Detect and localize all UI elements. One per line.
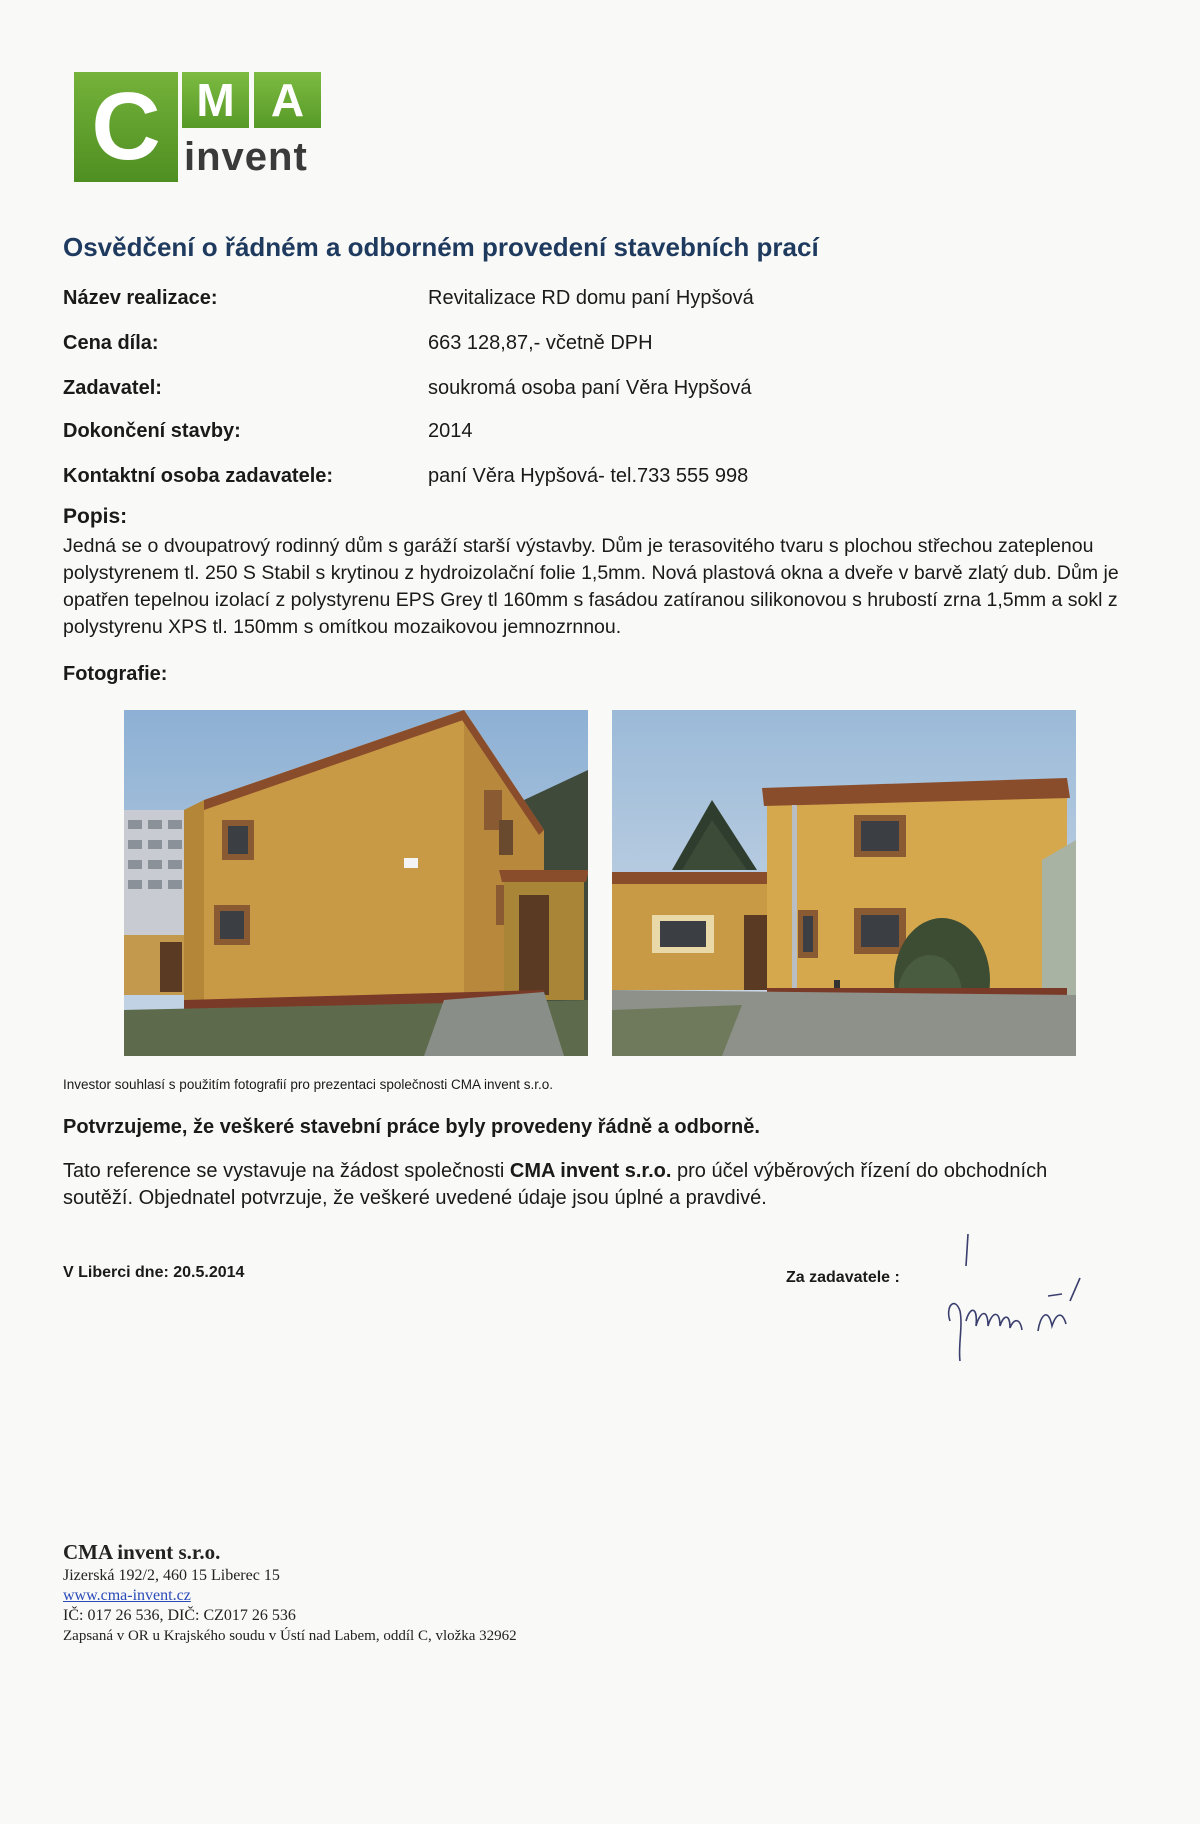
info-value: 663 128,87,- včetně DPH: [428, 332, 653, 354]
info-row-completion: [63, 420, 1113, 450]
confirmation-statement: Potvrzujeme, že veškeré stavební práce byly provedeny řádně a odborně.: [63, 1116, 760, 1138]
info-value: 2014: [428, 420, 473, 442]
info-row-client: [63, 377, 1113, 407]
photo-consent-note: Investor souhlasí s použitím fotografií pro prezentaci společnosti CMA invent s.r.o.: [63, 1077, 553, 1092]
info-label: Cena díla:: [63, 332, 159, 354]
footer-registry: Zapsaná v OR u Krajského soudu v Ústí nad Labem, oddíl C, vložka 32962: [63, 1628, 517, 1644]
info-value: paní Věra Hypšová- tel.733 555 998: [428, 465, 749, 487]
logo-c-block: [74, 72, 178, 182]
logo-letter-m: M: [182, 72, 249, 128]
company-footer: [63, 1538, 517, 1646]
house-photo-front: [124, 710, 588, 1056]
logo-wordmark: invent: [184, 135, 308, 179]
document-title: Osvědčení o řádném a odborném provedení stavebních prací: [63, 232, 819, 262]
footer-website-link[interactable]: www.cma-invent.cz: [63, 1587, 191, 1604]
info-label: Dokončení stavby:: [63, 420, 241, 442]
house-photo-side: [612, 710, 1076, 1056]
photos-label: Fotografie:: [63, 663, 168, 685]
reference-company: CMA invent s.r.o.: [509, 1160, 672, 1182]
footer-address: Jizerská 192/2, 460 15 Liberec 15: [63, 1567, 280, 1584]
description-label: Popis:: [63, 505, 128, 528]
info-row-contact: [63, 465, 1113, 495]
info-value: soukromá osoba paní Věra Hypšová: [428, 377, 752, 399]
info-label: Kontaktní osoba zadavatele:: [63, 465, 334, 487]
footer-company-name: CMA invent s.r.o.: [63, 1540, 221, 1564]
reference-text-after: pro účel výběrových řízení do obchodních soutěží. Objednatel potvrzuje, že veškeré uvedené údaje jsou úplné a pravdivé.: [63, 1160, 1048, 1209]
logo-letter-c: C: [91, 73, 161, 180]
reference-text-before: Tato reference se vystavuje na žádost společnosti: [63, 1160, 510, 1182]
reference-statement: [63, 1158, 1073, 1212]
handwritten-signature: [930, 1226, 1100, 1376]
footer-company-ids: IČ: 017 26 536, DIČ: CZ017 26 536: [63, 1607, 296, 1624]
info-row-price: [63, 332, 1113, 362]
info-row-project: [63, 287, 1113, 317]
place-and-date: V Liberci dne: 20.5.2014: [63, 1264, 245, 1281]
logo-letter-a: A: [254, 72, 321, 128]
info-label: Zadavatel:: [63, 377, 162, 399]
client-signature-label: Za zadavatele :: [786, 1269, 900, 1286]
company-logo: [74, 72, 324, 182]
info-label: Název realizace:: [63, 287, 218, 309]
info-value: Revitalizace RD domu paní Hypšová: [428, 287, 754, 309]
description-text: Jedná se o dvoupatrový rodinný dům s garáží starší výstavby. Dům je terasovitého tvaru s plochou střechou zateplenou polystyrenem tl. 250 S Stabil s krytinou z hydroizolační folie 1,5mm. Nová plastová okna a dveře v barvě zlatý dub. Dům je opatřen tepelnou izolací z polystyrenu EPS Grey tl 160mm s fasádou zatíranou silikonovou s hrubostí zrna 1,5mm a sokl z polystyrenu XPS tl. 150mm s omítkou mozaikovou jemnozrnnou.: [63, 535, 1119, 638]
